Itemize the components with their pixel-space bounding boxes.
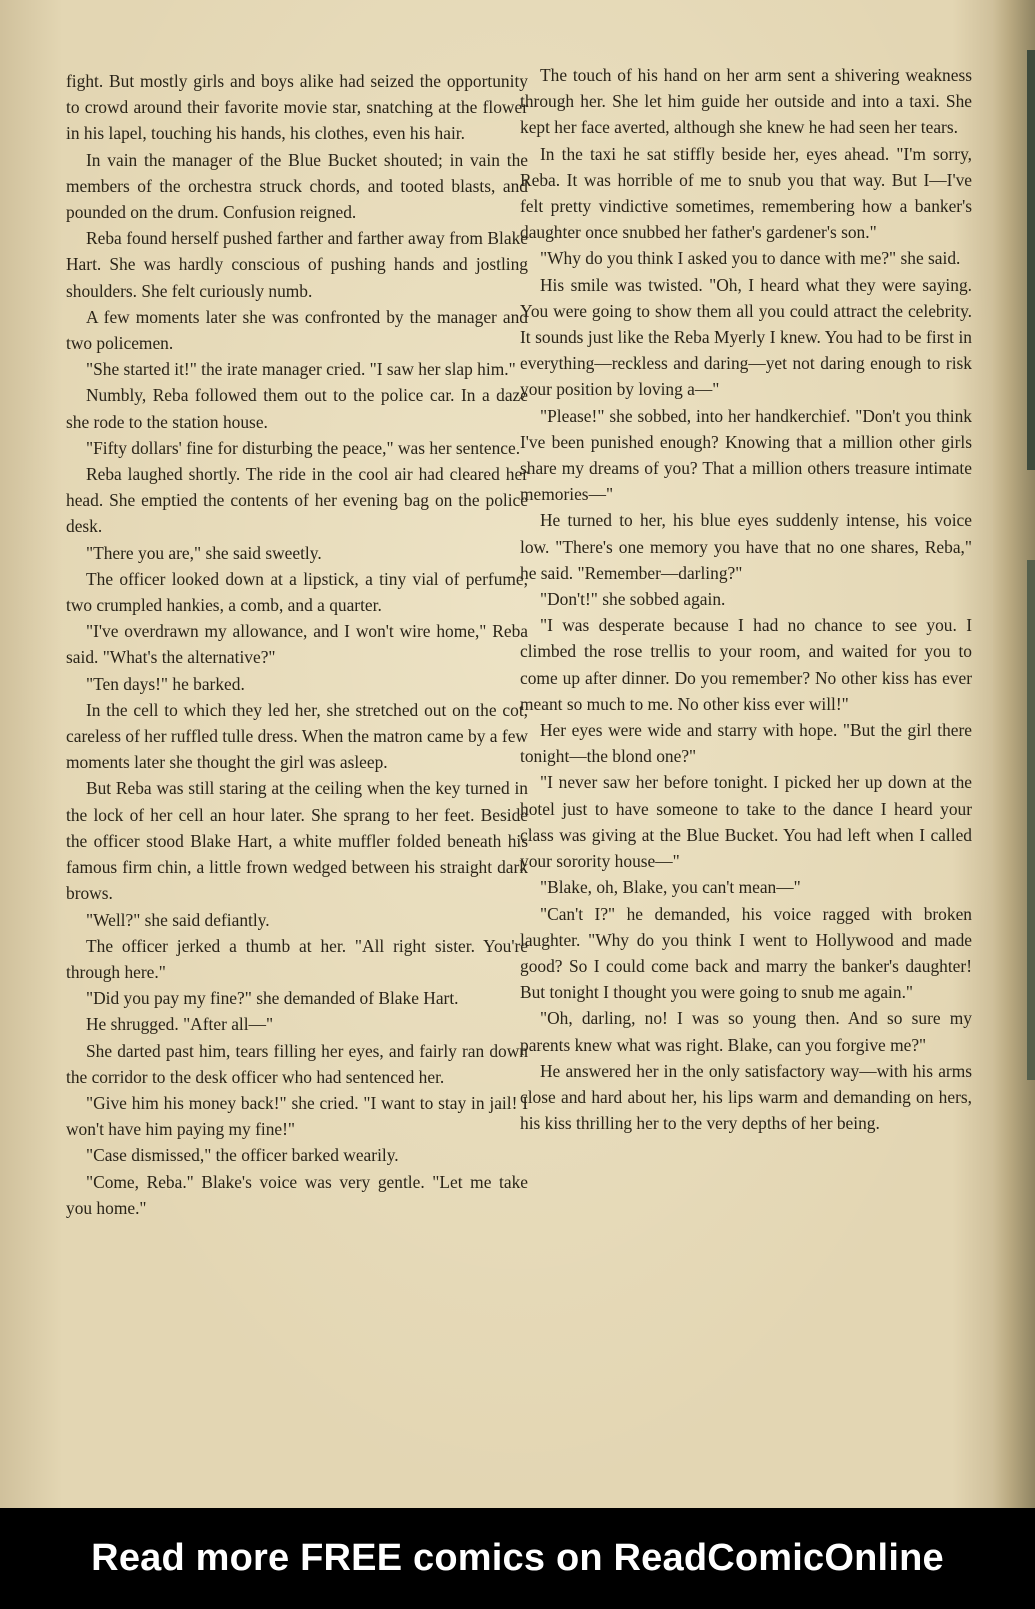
paragraph: Numbly, Reba followed them out to the police car. In a daze she rode to the station house. [66,385,528,432]
left-text-column [66,68,528,1221]
paragraph: The officer jerked a thumb at her. "All right sister. You're through here." [66,935,528,982]
paragraph: The officer looked down at a lipstick, a tiny vial of perfume, two crumpled hankies, a comb, and a quarter. [66,568,528,616]
paragraph: She darted past him, tears filling her eyes, and fairly ran down the corridor to the desk officer who had sentenced her. [66,1040,528,1087]
paragraph: Reba laughed shortly. The ride in the cool air had cleared her head. She emptied the contents of her evening bag on the police desk. [66,464,528,537]
paragraph: "Ten days!" he barked. [86,673,245,694]
paragraph: "I've overdrawn my allowance, and I won't wire home," Reba said. "What's the alternative?" [66,621,528,668]
paragraph: "Fifty dollars' fine for disturbing the peace," was her sentence. [86,437,521,458]
paragraph: "I never saw her before tonight. I picked her up down at the hotel just to have someone to take to the dance I heard your class was giving at the Blue Bucket. You had left when I called your sorority house—" [520,772,972,872]
paragraph: He answered her in the only satisfactory way—with his arms close and hard about her, his lips warm and demanding on hers, his kiss thrilling her to the very depths of her being. [520,1060,972,1134]
paragraph: In the taxi he sat stiffly beside her, eyes ahead. "I'm sorry, Reba. It was horrible of me to snub you that way. But I—I've felt pretty vindictive sometimes, remembering how a banker's daughter once snubbed her father's gardener's son." [520,143,972,243]
paragraph: "Case dismissed," the officer barked wearily. [86,1145,399,1166]
paragraph: "Blake, oh, Blake, you can't mean—" [540,877,801,898]
paragraph: fight. But mostly girls and boys alike had seized the opportunity to crowd around their favorite movie star, snatching at the flower in his lapel, touching his hands, his clothes, even his hair. [66,71,528,144]
paragraph: "She started it!" the irate manager cried. "I saw her slap him." [86,359,516,380]
paragraph: The touch of his hand on her arm sent a shivering weakness through her. She let him guide her outside and into a taxi. She kept her face averted, although she knew he had seen her tears. [520,65,972,138]
paragraph: "Oh, darling, no! I was so young then. And so sure my parents knew what was right. Blake, can you forgive me?" [520,1008,972,1055]
paragraph: His smile was twisted. "Oh, I heard what they were saying. You were going to show them all you could attract the celebrity. It sounds just like the Reba Myerly I knew. You had to be first in everything—reckless and daring—yet not daring enough to risk your position by loving a—" [520,274,972,400]
paragraph: In vain the manager of the Blue Bucket shouted; in vain the members of the orchestra struck chords, and tooted blasts, and pounded on the drum. Confusion reigned. [66,149,528,223]
paragraph: He shrugged. "After all—" [86,1014,274,1035]
paragraph: "Come, Reba." Blake's voice was very gentle. "Let me take you home." [66,1171,528,1218]
right-text-column [520,62,972,1136]
promo-banner-text: Read more FREE comics on ReadComicOnline [91,1537,944,1579]
paragraph: "Don't!" she sobbed again. [540,589,726,610]
paragraph: "Can't I?" he demanded, his voice ragged with broken laughter. "Why do you think I went to Hollywood and made good? So I could come back and marry the banker's daughter! But tonight I thought you were going to snub me again." [520,903,972,1003]
paragraph: He turned to her, his blue eyes suddenly intense, his voice low. "There's one memory you have that no one shares, Reba," he said. "Remember—darling?" [520,510,972,583]
paragraph: "Please!" she sobbed, into her handkerchief. "Don't you think I've been punished enough? Knowing that a million other girls share my dreams of you? That a million others treasure intimate memories—" [520,405,972,505]
page-edge-strip [1027,50,1035,470]
paragraph: "I was desperate because I had no chance to see you. I climbed the rose trellis to your room, and waited for you to come up after dinner. Do you remember? No other kiss has ever meant so much to me. No other kiss ever will!" [520,615,972,714]
paragraph: "There you are," she said sweetly. [86,542,322,563]
page-edge-strip-lower [1027,560,1035,1080]
paragraph: A few moments later she was confronted by the manager and two policemen. [66,306,528,354]
paragraph: Reba found herself pushed farther and farther away from Blake Hart. She was hardly conscious of pushing hands and jostling shoulders. She felt curiously numb. [66,228,528,301]
promo-banner[interactable] [0,1508,1035,1609]
paragraph: "Give him his money back!" she cried. "I want to stay in jail! I won't have him paying my fine!" [66,1092,528,1140]
paragraph: "Did you pay my fine?" she demanded of Blake Hart. [86,988,459,1009]
paragraph: But Reba was still staring at the ceiling when the key turned in the lock of her cell an hour later. She sprang to her feet. Beside the officer stood Blake Hart, a white muffler folded beneath his famous firm chin, a little frown wedged between his straight dark brows. [66,778,528,904]
paragraph: Her eyes were wide and starry with hope. "But the girl there tonight—the blond one?" [520,720,972,767]
paragraph: In the cell to which they led her, she stretched out on the cot, careless of her ruffled tulle dress. When the matron came by a few moments later she thought the girl was asleep. [66,699,528,773]
paragraph: "Well?" she said defiantly. [86,909,270,930]
paragraph: "Why do you think I asked you to dance with me?" she said. [540,248,961,269]
